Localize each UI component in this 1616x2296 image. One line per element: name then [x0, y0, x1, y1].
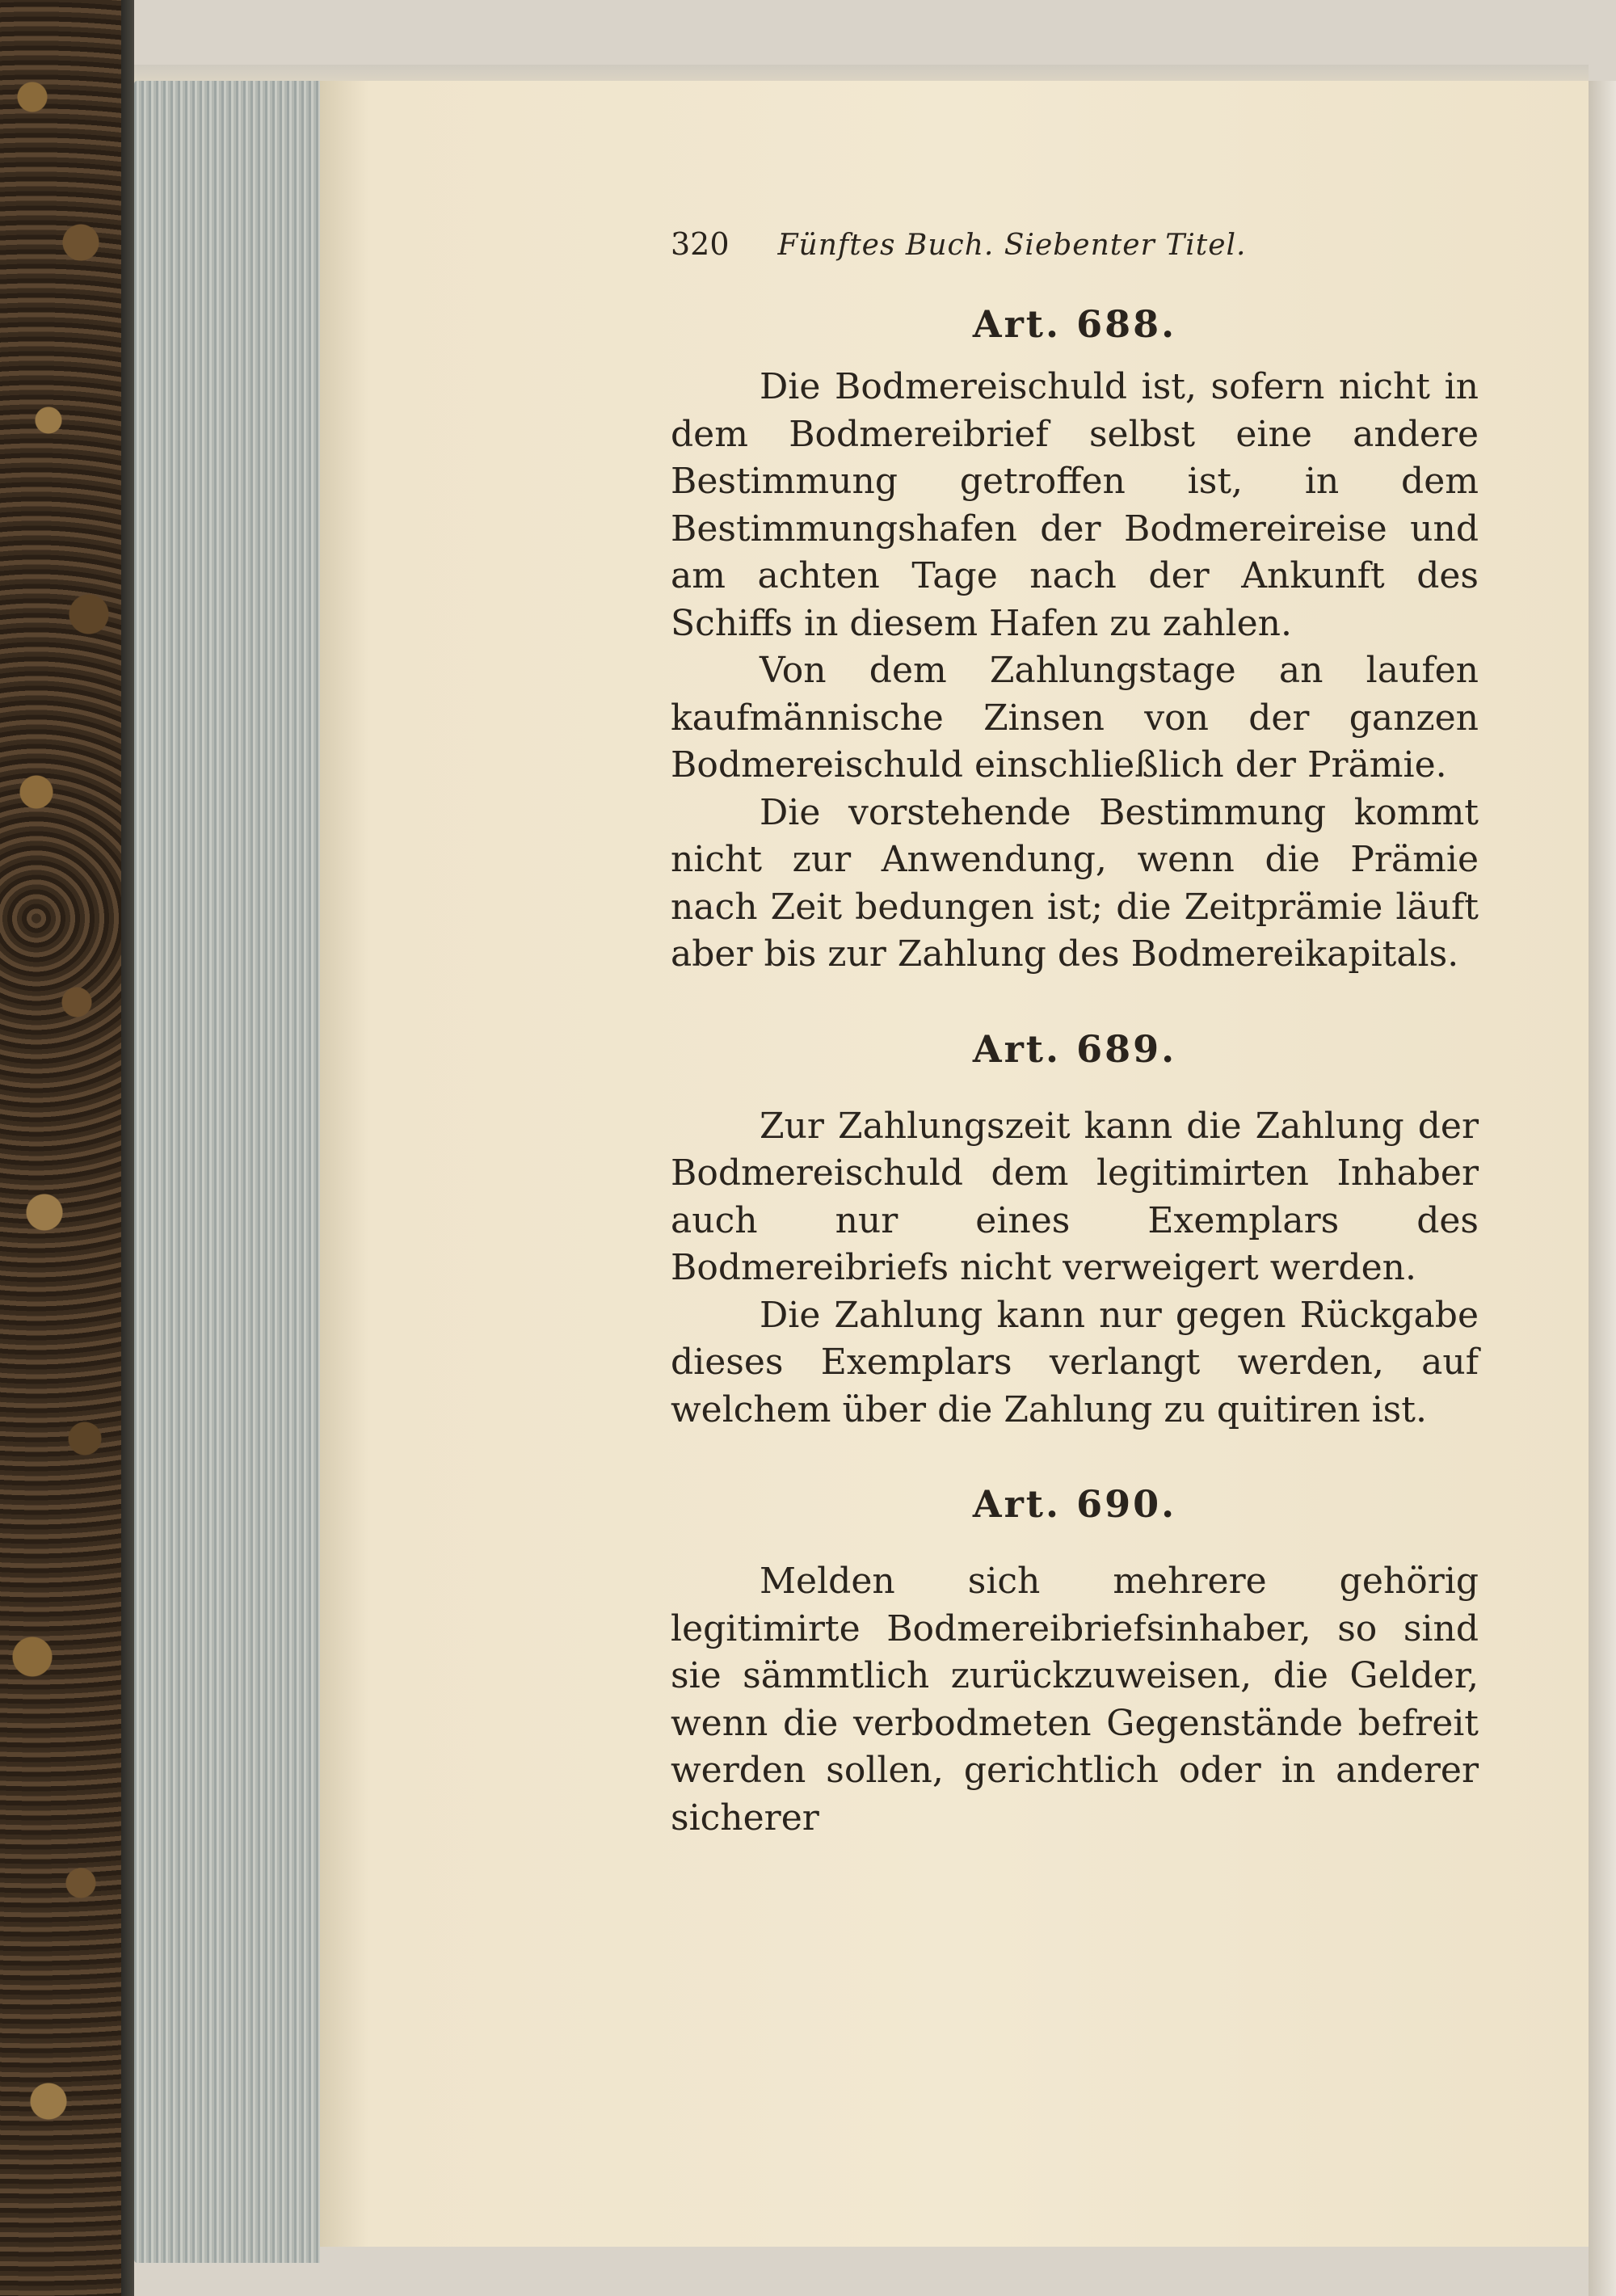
- facing-page-edge: [1589, 81, 1616, 2296]
- running-title: Fünftes Buch. Siebenter Titel.: [777, 229, 1247, 262]
- page-content: [671, 226, 1479, 1842]
- marbled-cover: [0, 0, 121, 2296]
- paragraph: Zur Zahlungszeit kann die Zahlung der Bodmereischuld dem legitimirten Inhaber auch nur eines Exemplars des Bodmereibriefs nicht verweigert werden.: [671, 1105, 1479, 1288]
- article-688: [671, 302, 1479, 979]
- paragraph: Melden sich mehrere gehörig legitimirte Bodmereibriefsinhaber, so sind sie sämmtlich zurückzuweisen, die Gelder, wenn die verbodmeten Gegenstände befreit werden sollen, gerichtlich oder in anderer sicherer: [671, 1561, 1479, 1839]
- cover-edge: [121, 0, 134, 2296]
- page-stack: [134, 81, 320, 2263]
- paragraph: Die vorstehende Bestimmung kommt nicht zur Anwendung, wenn die Prämie nach Zeit bedungen ist; die Zeitprämie läuft aber bis zur Zahlung des Bodmereikapitals.: [671, 791, 1479, 975]
- running-head: [671, 226, 1479, 265]
- paragraph: Die Zahlung kann nur gegen Rückgabe dieses Exemplars verlangt werden, auf welchem über die Zahlung zu quitiren ist.: [671, 1294, 1479, 1430]
- article-690: [671, 1482, 1479, 1842]
- article-689: [671, 1027, 1479, 1434]
- article-heading: Art. 689.: [972, 1026, 1177, 1071]
- paragraph: Von dem Zahlungstage an laufen kaufmännische Zinsen von der ganzen Bodmereischuld einschließlich der Prämie.: [671, 650, 1479, 786]
- article-heading: Art. 688.: [972, 302, 1177, 346]
- paragraph: Die Bodmereischuld ist, sofern nicht in dem Bodmereibrief selbst eine andere Bestimmung getroffen ist, in dem Bestimmungshafen der Bodmereireise und am achten Tage nach der Ankunft des Schiffs in diesem Hafen zu zahlen.: [671, 366, 1479, 644]
- page-number: 320: [671, 226, 730, 262]
- article-heading: Art. 690.: [972, 1482, 1177, 1526]
